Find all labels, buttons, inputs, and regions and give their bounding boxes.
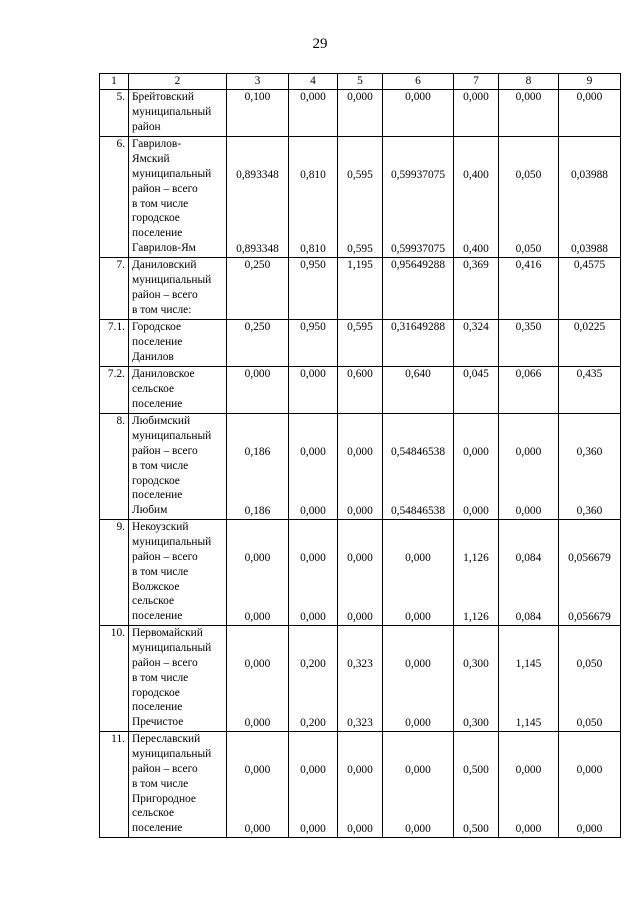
value-cell <box>559 625 621 731</box>
value-cell <box>338 136 383 257</box>
value-total: 0,084 <box>515 551 542 564</box>
value-cell <box>454 257 499 319</box>
value-cell <box>383 625 454 731</box>
value-total: 0,640 <box>405 367 431 380</box>
table-row <box>100 136 621 257</box>
value-total: 0,000 <box>244 367 271 380</box>
value-sub: 0,000 <box>244 717 271 730</box>
value-total: 0,323 <box>347 657 373 670</box>
column-header: 6 <box>383 74 454 90</box>
value-cell <box>559 319 621 366</box>
value-total: 0,000 <box>347 763 373 776</box>
value-cell <box>338 625 383 731</box>
value-total: 0,000 <box>405 551 431 564</box>
value-cell <box>227 366 289 413</box>
value-sub: 0,893348 <box>236 243 279 256</box>
row-number: 7. <box>100 257 129 319</box>
value-cell <box>338 731 383 837</box>
table-row <box>100 257 621 319</box>
value-sub: 0,03988 <box>570 243 609 256</box>
table-header-row <box>100 74 621 90</box>
table-row <box>100 413 621 519</box>
column-header: 9 <box>559 74 621 90</box>
data-table <box>99 73 621 838</box>
value-total: 0,000 <box>347 90 373 103</box>
district-name: Первомайский муниципальный район – всего в том числе городское поселение Пречистое <box>129 625 227 731</box>
value-sub: 0,000 <box>515 505 542 518</box>
value-total: 0,000 <box>463 90 489 103</box>
row-number: 10. <box>100 625 129 731</box>
value-sub: 0,050 <box>576 717 603 730</box>
page-number: 29 <box>312 36 328 52</box>
value-sub: 0,323 <box>347 717 373 730</box>
value-cell <box>227 319 289 366</box>
value-total: 0,000 <box>244 657 271 670</box>
value-total: 0,350 <box>515 320 542 333</box>
value-sub: 0,595 <box>347 243 373 256</box>
row-number: 6. <box>100 136 129 257</box>
value-sub: 0,200 <box>300 717 326 730</box>
value-cell <box>227 519 289 625</box>
value-total: 0,000 <box>405 763 431 776</box>
value-cell <box>383 366 454 413</box>
value-cell <box>227 625 289 731</box>
district-name: Гаврилов- Ямский муниципальный район – всего в том числе городское поселение Гаврилов-Ям <box>129 136 227 257</box>
value-cell <box>499 625 559 731</box>
value-cell <box>559 89 621 136</box>
district-name: Даниловское сельское поселение <box>129 366 227 413</box>
column-header: 5 <box>338 74 383 90</box>
district-name: Любимский муниципальный район – всего в том числе городское поселение Любим <box>129 413 227 519</box>
column-header: 8 <box>499 74 559 90</box>
value-cell <box>499 731 559 837</box>
value-cell <box>559 136 621 257</box>
value-total: 0,03988 <box>570 168 609 181</box>
value-cell <box>383 519 454 625</box>
value-cell <box>454 625 499 731</box>
value-sub: 0,500 <box>463 823 489 836</box>
value-cell <box>227 136 289 257</box>
value-cell <box>383 89 454 136</box>
row-number: 5. <box>100 89 129 136</box>
value-sub: 0,54846538 <box>390 505 446 518</box>
value-total: 0,893348 <box>236 168 279 181</box>
value-total: 0,810 <box>300 168 326 181</box>
value-cell <box>289 89 338 136</box>
value-total: 0,416 <box>515 258 542 271</box>
value-cell <box>499 136 559 257</box>
value-total: 0,000 <box>300 763 326 776</box>
value-total: 0,4575 <box>573 258 606 271</box>
value-total: 0,300 <box>463 657 489 670</box>
value-cell <box>559 519 621 625</box>
value-total: 0,000 <box>300 445 326 458</box>
value-cell <box>289 366 338 413</box>
value-cell <box>454 731 499 837</box>
value-cell <box>454 366 499 413</box>
value-total: 0,000 <box>405 90 431 103</box>
table-row <box>100 319 621 366</box>
column-header: 4 <box>289 74 338 90</box>
value-total: 0,369 <box>463 258 489 271</box>
value-total: 0,360 <box>576 445 603 458</box>
value-sub: 0,000 <box>405 823 431 836</box>
value-total: 0,000 <box>244 763 271 776</box>
value-total: 0,000 <box>300 90 326 103</box>
value-total: 0,050 <box>515 168 542 181</box>
value-sub: 0,000 <box>576 823 603 836</box>
value-cell <box>499 519 559 625</box>
district-name: Некоузский муниципальный район – всего в том числе Волжское сельское поселение <box>129 519 227 625</box>
column-header: 2 <box>129 74 227 90</box>
value-sub: 0,000 <box>405 611 431 624</box>
value-total: 0,045 <box>463 367 489 380</box>
column-header: 1 <box>100 74 129 90</box>
value-cell <box>499 319 559 366</box>
value-sub: 1,126 <box>463 611 489 624</box>
value-cell <box>454 319 499 366</box>
value-cell <box>338 89 383 136</box>
value-total: 0,400 <box>463 168 489 181</box>
table-row <box>100 625 621 731</box>
value-total: 0,95649288 <box>390 258 446 271</box>
value-total: 0,600 <box>347 367 373 380</box>
row-number: 8. <box>100 413 129 519</box>
value-sub: 0,000 <box>463 505 489 518</box>
value-total: 0,000 <box>244 551 271 564</box>
value-cell <box>559 731 621 837</box>
value-sub: 0,360 <box>576 505 603 518</box>
value-sub: 0,084 <box>515 611 542 624</box>
value-cell <box>383 257 454 319</box>
value-cell <box>227 89 289 136</box>
value-sub: 0,300 <box>463 717 489 730</box>
value-cell <box>227 413 289 519</box>
value-total: 0,000 <box>405 657 431 670</box>
value-total: 0,000 <box>576 90 603 103</box>
value-total: 0,000 <box>515 445 542 458</box>
value-sub: 0,000 <box>347 611 373 624</box>
value-sub: 0,000 <box>300 505 326 518</box>
value-total: 0,186 <box>244 445 271 458</box>
value-cell <box>338 413 383 519</box>
value-total: 0,000 <box>515 763 542 776</box>
value-cell <box>383 136 454 257</box>
value-cell <box>559 366 621 413</box>
value-cell <box>338 366 383 413</box>
value-cell <box>499 366 559 413</box>
value-cell <box>289 731 338 837</box>
value-total: 0,435 <box>576 367 603 380</box>
value-total: 0,000 <box>463 445 489 458</box>
row-number: 7.1. <box>100 319 129 366</box>
table-body <box>100 74 621 838</box>
value-total: 0,000 <box>515 90 542 103</box>
value-total: 0,000 <box>347 445 373 458</box>
value-cell <box>454 136 499 257</box>
value-cell <box>559 413 621 519</box>
value-total: 0,595 <box>347 168 373 181</box>
value-sub: 0,000 <box>300 611 326 624</box>
value-total: 0,200 <box>300 657 326 670</box>
value-total: 0,066 <box>515 367 542 380</box>
value-cell <box>289 519 338 625</box>
value-sub: 0,000 <box>300 823 326 836</box>
value-cell <box>499 257 559 319</box>
value-total: 0,056679 <box>568 551 611 564</box>
value-total: 0,31649288 <box>390 320 446 333</box>
value-cell <box>227 257 289 319</box>
value-total: 1,145 <box>515 657 542 670</box>
district-name: Брейтовский муниципальный район <box>129 89 227 136</box>
value-total: 0,54846538 <box>390 445 446 458</box>
column-header: 7 <box>454 74 499 90</box>
table-row <box>100 519 621 625</box>
value-cell <box>289 625 338 731</box>
value-total: 0,100 <box>244 90 271 103</box>
value-total: 0,250 <box>244 320 271 333</box>
value-cell <box>289 136 338 257</box>
district-name: Переславский муниципальный район – всего в том числе Пригородное сельское поселение <box>129 731 227 837</box>
value-cell <box>499 413 559 519</box>
district-name: Городское поселение Данилов <box>129 319 227 366</box>
value-total: 0,950 <box>300 258 326 271</box>
value-total: 0,324 <box>463 320 489 333</box>
value-cell <box>499 89 559 136</box>
value-total: 0,000 <box>300 367 326 380</box>
value-total: 0,250 <box>244 258 271 271</box>
value-cell <box>383 731 454 837</box>
table-row <box>100 366 621 413</box>
value-cell <box>383 413 454 519</box>
table-row <box>100 89 621 136</box>
value-total: 0,59937075 <box>390 168 446 181</box>
value-sub: 0,000 <box>347 823 373 836</box>
table-row <box>100 731 621 837</box>
value-sub: 0,000 <box>515 823 542 836</box>
value-sub: 0,050 <box>515 243 542 256</box>
column-header: 3 <box>227 74 289 90</box>
value-cell <box>338 519 383 625</box>
row-number: 7.2. <box>100 366 129 413</box>
value-cell <box>227 731 289 837</box>
value-cell <box>289 257 338 319</box>
value-cell <box>289 319 338 366</box>
value-cell <box>454 413 499 519</box>
value-cell <box>289 413 338 519</box>
value-sub: 0,000 <box>244 823 271 836</box>
value-sub: 0,056679 <box>568 611 611 624</box>
value-sub: 0,400 <box>463 243 489 256</box>
value-cell <box>383 319 454 366</box>
value-sub: 0,59937075 <box>390 243 446 256</box>
value-total: 0,050 <box>576 657 603 670</box>
value-total: 0,0225 <box>573 320 606 333</box>
value-cell <box>338 257 383 319</box>
value-cell <box>338 319 383 366</box>
value-sub: 0,000 <box>347 505 373 518</box>
district-name: Даниловский муниципальный район – всего в том числе: <box>129 257 227 319</box>
value-total: 1,126 <box>463 551 489 564</box>
value-total: 0,500 <box>463 763 489 776</box>
value-cell <box>454 89 499 136</box>
value-cell <box>454 519 499 625</box>
value-total: 0,000 <box>576 763 603 776</box>
value-sub: 0,186 <box>244 505 271 518</box>
value-cell <box>559 257 621 319</box>
value-sub: 0,000 <box>405 717 431 730</box>
row-number: 9. <box>100 519 129 625</box>
value-sub: 0,000 <box>244 611 271 624</box>
value-sub: 1,145 <box>515 717 542 730</box>
row-number: 11. <box>100 731 129 837</box>
value-total: 0,000 <box>300 551 326 564</box>
value-total: 0,595 <box>347 320 373 333</box>
value-total: 0,950 <box>300 320 326 333</box>
value-total: 1,195 <box>347 258 373 271</box>
value-sub: 0,810 <box>300 243 326 256</box>
value-total: 0,000 <box>347 551 373 564</box>
